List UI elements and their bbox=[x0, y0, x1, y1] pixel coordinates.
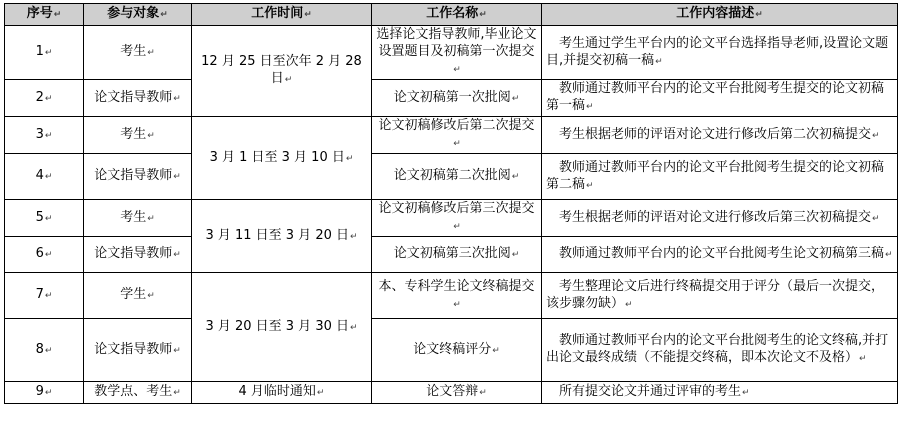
task-name-cell: 论文初稿修改后第三次提交↵ bbox=[372, 200, 542, 237]
task-desc-cell: 考生根据老师的评语对论文进行修改后第二次初稿提交↵ bbox=[542, 117, 898, 154]
task-desc-cell: 考生通过学生平台内的论文平台选择指导老师,设置论文题目,并提交初稿一稿↵ bbox=[542, 26, 898, 80]
task-desc-cell: 教师通过教师平台内的论文平台批阅考生论文初稿第三稿↵ bbox=[542, 237, 898, 273]
task-desc-cell: 教师通过教师平台内的论文平台批阅考生提交的论文初稿第二稿↵ bbox=[542, 154, 898, 200]
table-row bbox=[5, 117, 898, 154]
row-number: 1↵ bbox=[5, 26, 84, 80]
table-row bbox=[5, 26, 898, 80]
row-number: 8↵ bbox=[5, 319, 84, 382]
participant-cell: 论文指导教师↵ bbox=[84, 80, 192, 117]
task-desc-cell: 考生整理论文后进行终稿提交用于评分（最后一次提交，该步骤勿缺）↵ bbox=[542, 273, 898, 319]
table-row bbox=[5, 382, 898, 404]
participant-cell: 论文指导教师↵ bbox=[84, 237, 192, 273]
table-row bbox=[5, 273, 898, 319]
row-number: 2↵ bbox=[5, 80, 84, 117]
task-desc-cell: 教师通过教师平台内的论文平台批阅考生提交的论文初稿第一稿↵ bbox=[542, 80, 898, 117]
row-number: 4↵ bbox=[5, 154, 84, 200]
period-cell: 12 月 25 日至次年 2 月 28 日↵ bbox=[192, 26, 372, 117]
task-name-cell: 论文初稿第三次批阅↵ bbox=[372, 237, 542, 273]
task-desc-cell: 教师通过教师平台内的论文平台批阅考生的论文终稿,并打出论文最终成绩（不能提交终稿，即本次论文不及格）↵ bbox=[542, 319, 898, 382]
task-desc-cell: 所有提交论文并通过评审的考生↵ bbox=[542, 382, 898, 404]
participant-cell: 考生↵ bbox=[84, 200, 192, 237]
table-row bbox=[5, 154, 898, 200]
participant-cell: 考生↵ bbox=[84, 26, 192, 80]
row-number: 9↵ bbox=[5, 382, 84, 404]
task-name-cell: 选择论文指导教师,毕业论文设置题目及初稿第一次提交↵ bbox=[372, 26, 542, 80]
header-task-desc: 工作内容描述↵ bbox=[542, 4, 898, 26]
header-time: 工作时间↵ bbox=[192, 4, 372, 26]
task-name-cell: 论文初稿修改后第二次提交↵ bbox=[372, 117, 542, 154]
task-name-cell: 论文初稿第二次批阅↵ bbox=[372, 154, 542, 200]
participant-cell: 教学点、考生↵ bbox=[84, 382, 192, 404]
task-desc-cell: 考生根据老师的评语对论文进行修改后第三次初稿提交↵ bbox=[542, 200, 898, 237]
schedule-table bbox=[4, 3, 898, 404]
header-task-name: 工作名称↵ bbox=[372, 4, 542, 26]
participant-cell: 论文指导教师↵ bbox=[84, 154, 192, 200]
table-row bbox=[5, 237, 898, 273]
task-name-cell: 本、专科学生论文终稿提交↵ bbox=[372, 273, 542, 319]
task-name-cell: 论文初稿第一次批阅↵ bbox=[372, 80, 542, 117]
participant-cell: 论文指导教师↵ bbox=[84, 319, 192, 382]
participant-cell: 学生↵ bbox=[84, 273, 192, 319]
task-name-cell: 论文终稿评分↵ bbox=[372, 319, 542, 382]
row-number: 3↵ bbox=[5, 117, 84, 154]
period-cell: 3 月 1 日至 3 月 10 日↵ bbox=[192, 117, 372, 200]
table-row bbox=[5, 80, 898, 117]
row-number: 6↵ bbox=[5, 237, 84, 273]
task-name-cell: 论文答辩↵ bbox=[372, 382, 542, 404]
table-header-row bbox=[5, 4, 898, 26]
period-cell: 3 月 11 日至 3 月 20 日↵ bbox=[192, 200, 372, 273]
participant-cell: 考生↵ bbox=[84, 117, 192, 154]
table-row bbox=[5, 200, 898, 237]
row-number: 5↵ bbox=[5, 200, 84, 237]
header-seq: 序号↵ bbox=[5, 4, 84, 26]
row-number: 7↵ bbox=[5, 273, 84, 319]
table-row bbox=[5, 319, 898, 382]
period-cell: 4 月临时通知↵ bbox=[192, 382, 372, 404]
header-participant: 参与对象↵ bbox=[84, 4, 192, 26]
period-cell: 3 月 20 日至 3 月 30 日↵ bbox=[192, 273, 372, 382]
